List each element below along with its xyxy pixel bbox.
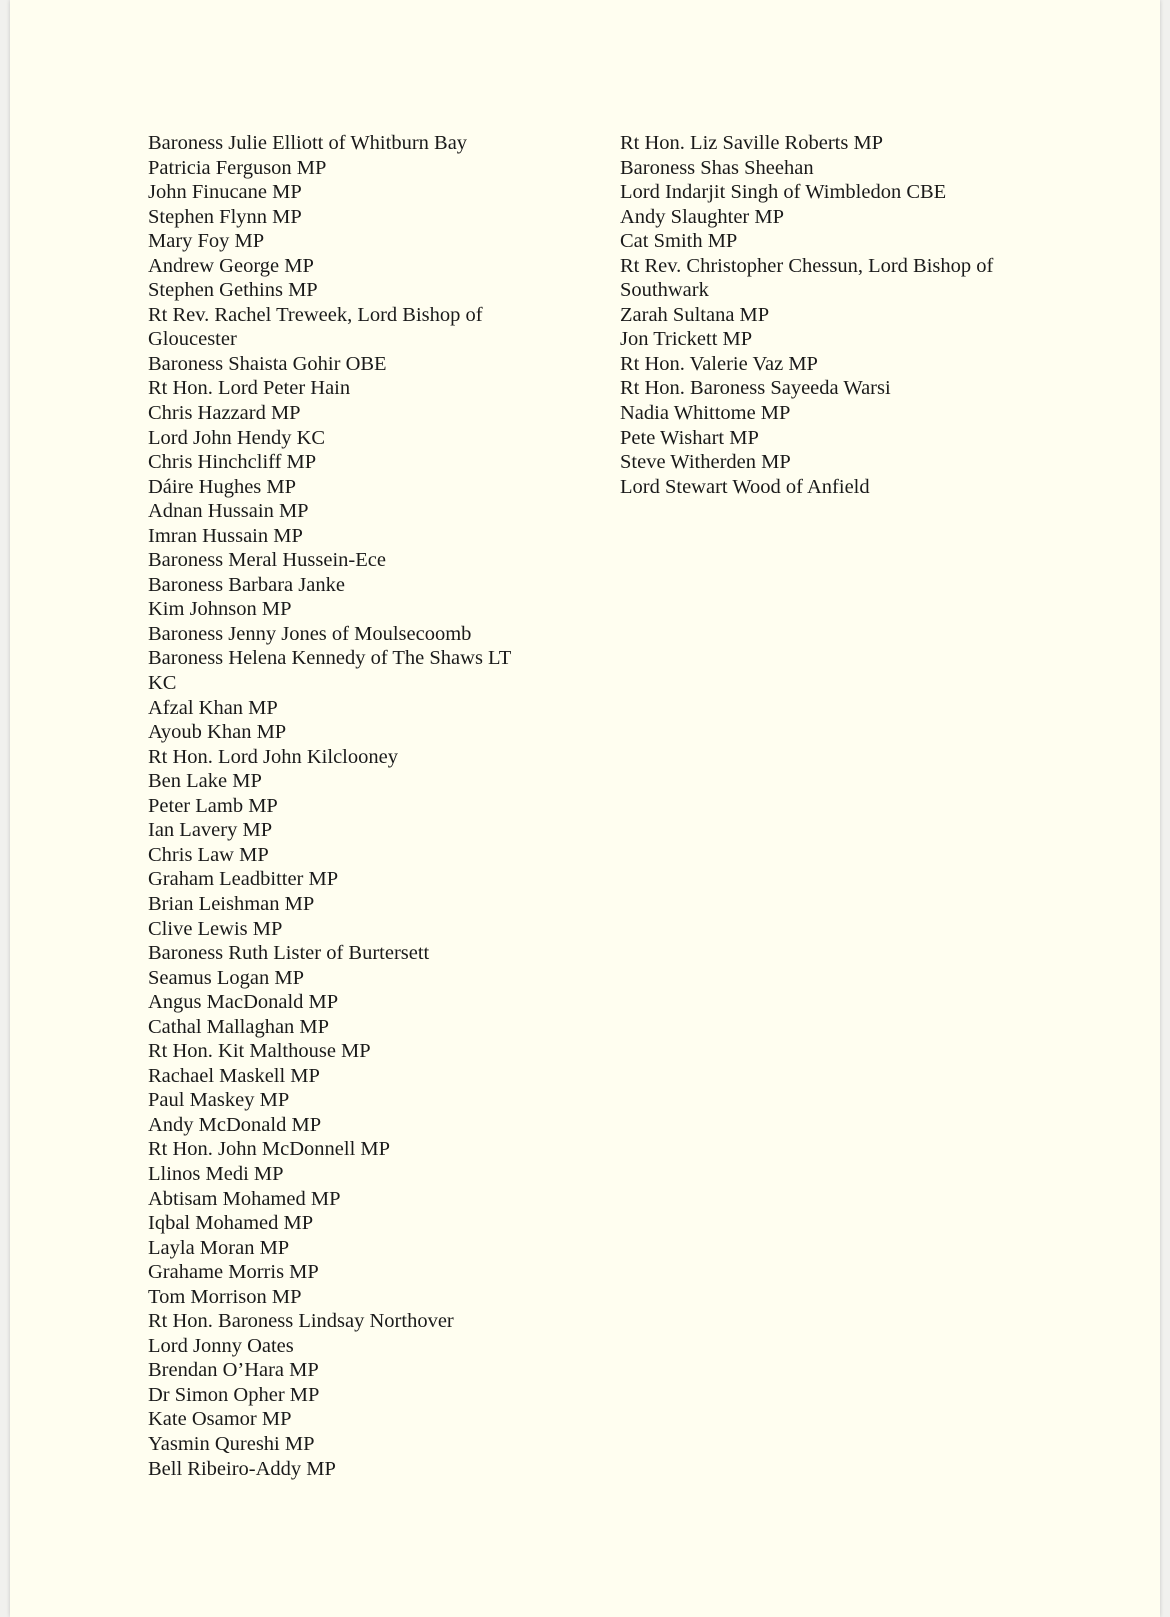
signatory-line: Rt Hon. John McDonnell MP bbox=[148, 1138, 391, 1161]
signatory-line: Rt Hon. Baroness Sayeeda Warsi bbox=[620, 377, 891, 400]
signatory-line: Ian Lavery MP bbox=[148, 819, 273, 842]
signatory-line: Baroness Ruth Lister of Burtersett bbox=[148, 942, 430, 965]
signatory-line: Adnan Hussain MP bbox=[148, 500, 309, 523]
signatory-line: Baroness Meral Hussein-Ece bbox=[148, 549, 386, 572]
signatory-line: Dáire Hughes MP bbox=[148, 475, 297, 498]
signatory-line: Brian Leishman MP bbox=[148, 892, 315, 915]
signatory-line: Rt Hon. Valerie Vaz MP bbox=[620, 352, 818, 375]
signatory-line: Cathal Mallaghan MP bbox=[148, 1015, 330, 1038]
signatory-line: Imran Hussain MP bbox=[148, 524, 303, 547]
signatory-line: Rt Hon. Liz Saville Roberts MP bbox=[620, 132, 884, 154]
signatory-line: Lord Jonny Oates bbox=[148, 1334, 294, 1357]
signatory-line: Zarah Sultana MP bbox=[620, 303, 770, 326]
signatory-line: Rt Hon. Lord John Kilclooney bbox=[148, 745, 398, 768]
signatory-line: Baroness Barbara Janke bbox=[148, 573, 345, 596]
signatory-line: Rt Rev. Christopher Chessun, Lord Bishop of bbox=[620, 254, 994, 277]
signatory-line: Rt Hon. Lord Peter Hain bbox=[148, 377, 351, 400]
signatory-line: Andy McDonald MP bbox=[148, 1113, 322, 1136]
document-page bbox=[10, 0, 1160, 1617]
signatory-line: Ayoub Khan MP bbox=[148, 721, 287, 744]
signatory-line: Andrew George MP bbox=[148, 254, 314, 277]
signatory-line: Cat Smith MP bbox=[620, 230, 738, 253]
signatory-line: Chris Hazzard MP bbox=[148, 402, 301, 425]
signatory-line: Lord John Hendy KC bbox=[148, 426, 326, 449]
signatory-line: Iqbal Mohamed MP bbox=[148, 1212, 314, 1235]
signatory-line: Ben Lake MP bbox=[148, 770, 262, 793]
signatory-line: Lord Stewart Wood of Anfield bbox=[620, 475, 870, 498]
signatory-line: Baroness Helena Kennedy of The Shaws LT bbox=[148, 647, 512, 670]
signatory-line: Baroness Shas Sheehan bbox=[620, 156, 814, 179]
signatory-line: Steve Witherden MP bbox=[620, 451, 791, 474]
signatory-line: Grahame Morris MP bbox=[148, 1261, 319, 1284]
signatory-line: Graham Leadbitter MP bbox=[148, 868, 339, 891]
signatory-line: Gloucester bbox=[148, 328, 237, 351]
signatory-line: Pete Wishart MP bbox=[620, 426, 759, 449]
signatory-line: Baroness Julie Elliott of Whitburn Bay bbox=[148, 132, 468, 154]
signatory-line: Bell Ribeiro-Addy MP bbox=[148, 1457, 336, 1480]
signatory-line: Yasmin Qureshi MP bbox=[148, 1432, 315, 1455]
signatory-line: Brendan O’Hara MP bbox=[148, 1359, 319, 1382]
signatory-line: Patricia Ferguson MP bbox=[148, 156, 327, 179]
signatory-line: Baroness Jenny Jones of Moulsecoomb bbox=[148, 622, 472, 645]
signatory-line: Nadia Whittome MP bbox=[620, 402, 791, 425]
signatory-line: Andy Slaughter MP bbox=[620, 205, 784, 228]
signatory-line: Rachael Maskell MP bbox=[148, 1064, 320, 1087]
signatory-line: Chris Hinchcliff MP bbox=[148, 451, 317, 474]
signatory-line: Peter Lamb MP bbox=[148, 794, 278, 817]
signatory-line: Southwark bbox=[620, 279, 709, 302]
signatory-line: Mary Foy MP bbox=[148, 230, 265, 253]
signatory-line: Dr Simon Opher MP bbox=[148, 1383, 320, 1406]
signatory-line: Stephen Flynn MP bbox=[148, 205, 302, 228]
signatory-line: Chris Law MP bbox=[148, 843, 269, 866]
signatory-line: Kim Johnson MP bbox=[148, 598, 292, 621]
signatory-line: Llinos Medi MP bbox=[148, 1162, 284, 1185]
signatory-line: Seamus Logan MP bbox=[148, 966, 305, 989]
signatory-line: Kate Osamor MP bbox=[148, 1408, 292, 1431]
signatory-line: KC bbox=[148, 672, 177, 695]
signatory-line: Tom Morrison MP bbox=[148, 1285, 302, 1308]
signatory-line: Jon Trickett MP bbox=[620, 328, 753, 351]
signatory-line: John Finucane MP bbox=[148, 181, 302, 204]
signatory-line: Afzal Khan MP bbox=[148, 696, 278, 719]
signatory-line: Baroness Shaista Gohir OBE bbox=[148, 352, 387, 375]
signatory-line: Rt Hon. Kit Malthouse MP bbox=[148, 1040, 371, 1063]
signatory-line: Abtisam Mohamed MP bbox=[148, 1187, 341, 1210]
signatory-line: Rt Rev. Rachel Treweek, Lord Bishop of bbox=[148, 303, 483, 326]
signatory-line: Clive Lewis MP bbox=[148, 917, 283, 940]
signatory-line: Lord Indarjit Singh of Wimbledon CBE bbox=[620, 181, 947, 204]
signatory-list-left bbox=[148, 131, 548, 1481]
signatory-line: Rt Hon. Baroness Lindsay Northover bbox=[148, 1310, 454, 1333]
signatory-line: Layla Moran MP bbox=[148, 1236, 290, 1259]
signatory-list-right bbox=[620, 131, 1040, 499]
signatory-line: Angus MacDonald MP bbox=[148, 991, 339, 1014]
signatory-line: Stephen Gethins MP bbox=[148, 279, 318, 302]
signatory-line: Paul Maskey MP bbox=[148, 1089, 290, 1112]
